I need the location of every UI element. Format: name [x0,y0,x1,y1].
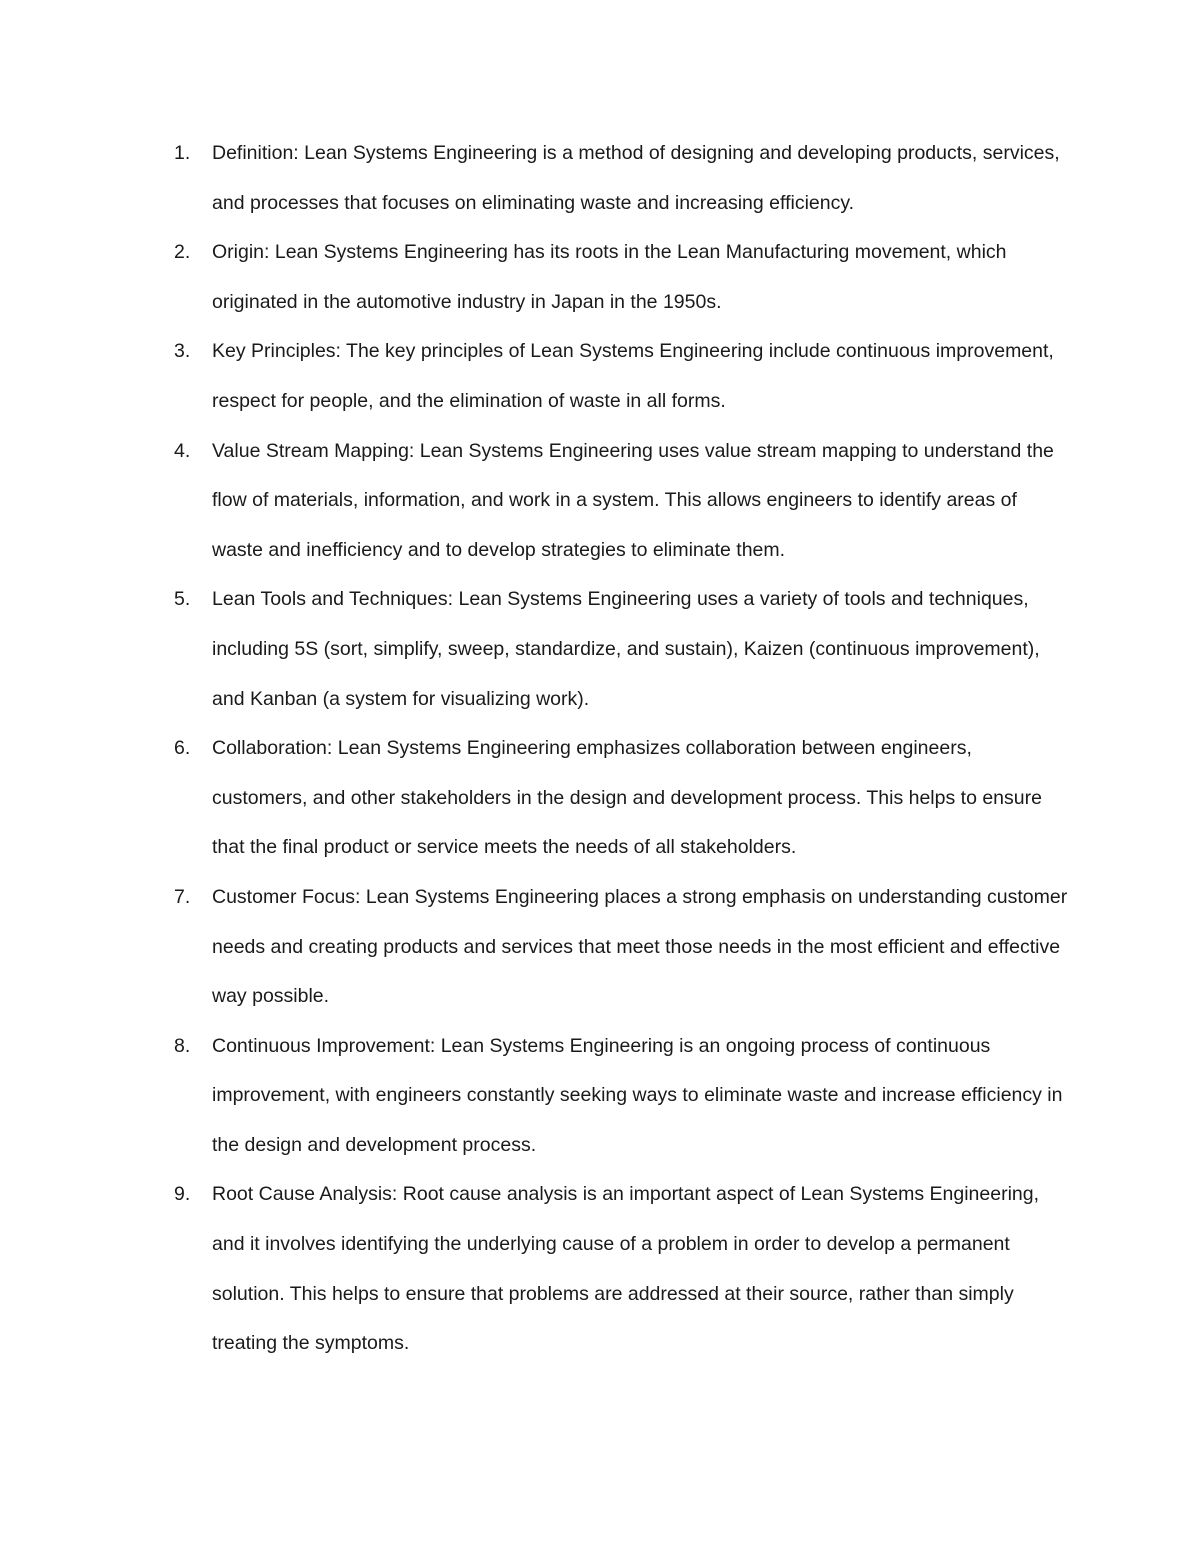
list-item-text: Value Stream Mapping: Lean Systems Engineering uses value stream mapping to understand the flow of materials, information, and work in a system. This allows engineers to identify areas of waste and inefficiency and to develop strategies to eliminate them. [212,439,1054,561]
list-item-number: 7. [174,885,191,908]
list-item-number: 4. [174,439,191,462]
list-item-number: 6. [174,737,191,760]
list-item-number: 3. [174,340,191,363]
numbered-list [0,129,1200,1369]
list-item [0,724,1200,873]
list-item [0,228,1200,327]
list-item [0,873,1200,1022]
list-item [0,129,1200,228]
list-item-number: 1. [174,142,191,164]
list-item-number: 5. [174,588,191,611]
list-item-text: Customer Focus: Lean Systems Engineering places a strong emphasis on understanding customer needs and creating products and services that meet those needs in the most efficient and effective way possible. [212,885,1068,1008]
list-item [0,575,1200,724]
list-item-text: Lean Tools and Techniques: Lean Systems Engineering uses a variety of tools and techniques, including 5S (sort, simplify, sweep, standardize, and sustain), Kaizen (continuous improvement), and Kanban (a system for visualizing work). [212,588,1040,710]
list-item-text: Collaboration: Lean Systems Engineering emphasizes collaboration between engineers, customers, and other stakeholders in the design and development process. This helps to ensure that the final product or service meets the needs of all stakeholders. [212,737,1042,859]
list-item-number: 8. [174,1034,191,1057]
list-item-text: Key Principles: The key principles of Lean Systems Engineering include continuous improvement, respect for people, and the elimination of waste in all forms. [212,340,1054,412]
list-item-text: Continuous Improvement: Lean Systems Engineering is an ongoing process of continuous improvement, with engineers constantly seeking ways to eliminate waste and increase efficiency in the design and development process. [212,1034,1063,1156]
list-item-text: Root Cause Analysis: Root cause analysis is an important aspect of Lean Systems Engineering, and it involves identifying the underlying cause of a problem in order to develop a permanent solution. This helps to ensure that problems are addressed at their source, rather than simply treating the symptoms. [212,1183,1040,1355]
list-item-number: 9. [174,1183,191,1206]
list-item [0,427,1200,576]
list-item-number: 2. [174,241,191,264]
list-item-text: Definition: Lean Systems Engineering is a method of designing and developing products, services, and processes that focuses on eliminating waste and increasing efficiency. [212,142,1060,214]
list-item [0,1022,1200,1171]
list-item-text: Origin: Lean Systems Engineering has its roots in the Lean Manufacturing movement, which originated in the automotive industry in Japan in the 1950s. [212,241,1007,313]
list-item [0,327,1200,426]
list-item [0,1170,1200,1368]
